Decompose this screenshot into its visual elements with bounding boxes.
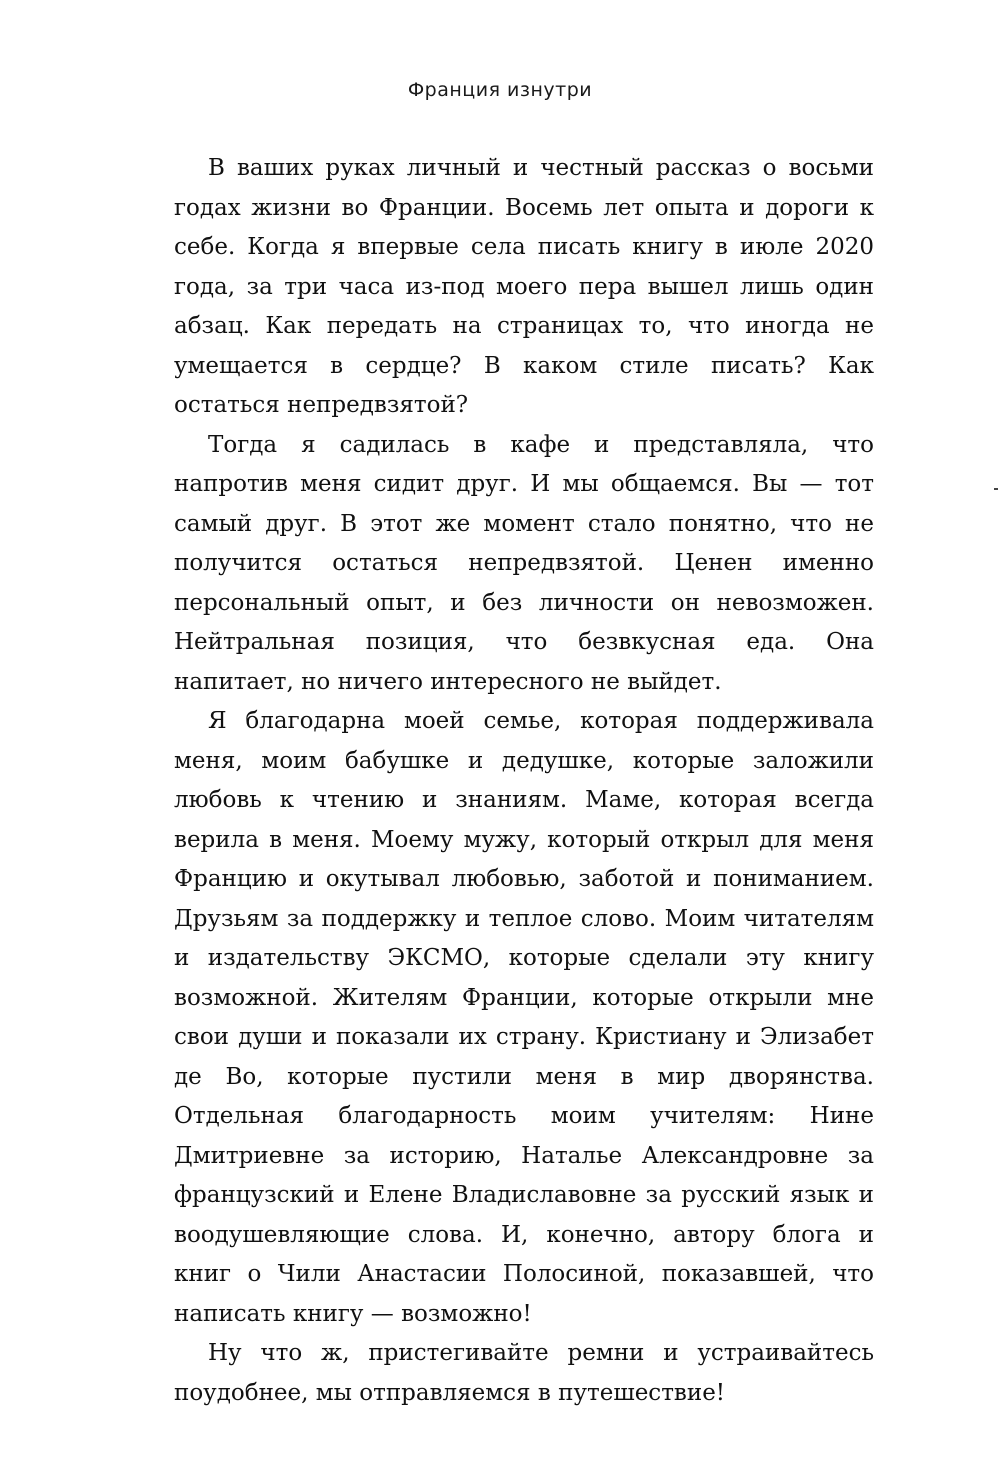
paragraph-3: Я благодарна моей семье, которая поддерживала меня, моим бабушке и дедушке, которые заложили любовь к чтению и знаниям. Маме, которая всегда верила в меня. Моему мужу, который открыл для меня Францию и окутывал любовью, заботой и пониманием. Друзьям за поддержку и теплое слово. Моим читателям и издательству ЭКСМО, которые сделали эту книгу возможной. Жителям Франции, которые открыли мне свои души и показали их страну. Кристиану и Элизабет де Во, которые пустили меня в мир дворянства. Отдельная благодарность моим учителям: Нине Дмитриевне за историю, Наталье Александровне за французский и Елене Владиславовне за русский язык и воодушевляющие слова. И, конечно, автору блога и книг о Чили Анастасии Полосиной, показавшей, что написать книгу — возможно! (174, 708, 874, 1327)
paragraph-1: В ваших руках личный и честный рассказ о восьми годах жизни во Франции. Восемь лет опыта и дороги к себе. Когда я впервые села писать книгу в июле 2020 года, за три часа из-под моего пера вышел лишь один абзац. Как передать на страницах то, что иногда не умещается в сердце? В каком стиле писать? Как остаться непредвзятой? (174, 155, 874, 418)
paragraph-4: Ну что ж, пристегивайте ремни и устраивайтесь поудобнее, мы отправляемся в путешествие! (174, 1340, 874, 1406)
body-text (174, 149, 874, 1413)
page-edge-mark (994, 488, 998, 490)
paragraph-2: Тогда я садилась в кафе и представляла, что напротив меня сидит друг. И мы общаемся. Вы — тот самый друг. В этот же момент стало понятно, что не получится остаться непредвзятой. Ценен именно персональный опыт, и без личности он невозможен. Нейтральная позиция, что безвкусная еда. Она напитает, но ничего интересного не выйдет. (174, 431, 874, 695)
running-head: Франция изнутри (407, 79, 593, 101)
